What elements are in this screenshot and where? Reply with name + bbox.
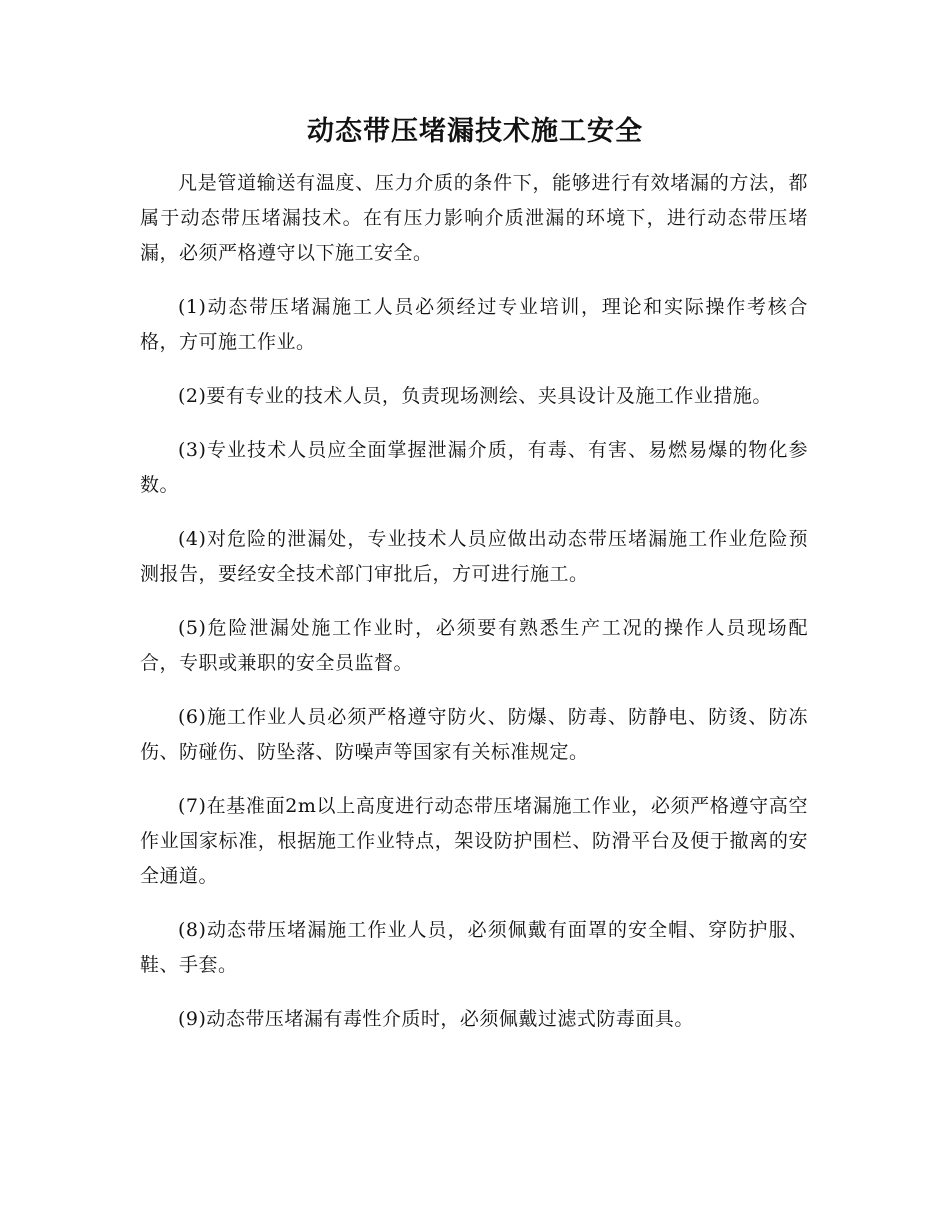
list-item: (1)动态带压堵漏施工人员必须经过专业培训，理论和实际操作考核合格，方可施工作业。	[140, 296, 808, 353]
list-item: (9)动态带压堵漏有毒性介质时，必须佩戴过滤式防毒面具。	[178, 1008, 694, 1030]
list-item: (5)危险泄漏处施工作业时，必须要有熟悉生产工况的操作人员现场配合，专职或兼职的安全员监督。	[140, 617, 808, 674]
document-title: 动态带压堵漏技术施工安全	[307, 116, 643, 147]
list-item: (4)对危险的泄漏处，专业技术人员应做出动态带压堵漏施工作业危险预测报告，要经安全技术部门审批后，方可进行施工。	[140, 528, 808, 585]
list-item: (2)要有专业的技术人员，负责现场测绘、夹具设计及施工作业措施。	[178, 385, 772, 407]
list-item: (3)专业技术人员应全面掌握泄漏介质，有毒、有害、易燃易爆的物化参数。	[140, 439, 808, 496]
list-item: (7)在基准面2m以上高度进行动态带压堵漏施工作业，必须严格遵守高空作业国家标准，根据施工作业特点，架设防护围栏、防滑平台及便于撤离的安全通道。	[140, 795, 808, 887]
list-item: (8)动态带压堵漏施工作业人员，必须佩戴有面罩的安全帽、穿防护服、鞋、手套。	[140, 919, 808, 976]
list-item: (6)施工作业人员必须严格遵守防火、防爆、防毒、防静电、防烫、防冻伤、防碰伤、防坠落、防噪声等国家有关标准规定。	[140, 706, 808, 763]
intro-paragraph: 凡是管道输送有温度、压力介质的条件下，能够进行有效堵漏的方法，都属于动态带压堵漏技术。在有压力影响介质泄漏的环境下，进行动态带压堵漏，必须严格遵守以下施工安全。	[140, 172, 808, 264]
document-body	[140, 166, 808, 1056]
